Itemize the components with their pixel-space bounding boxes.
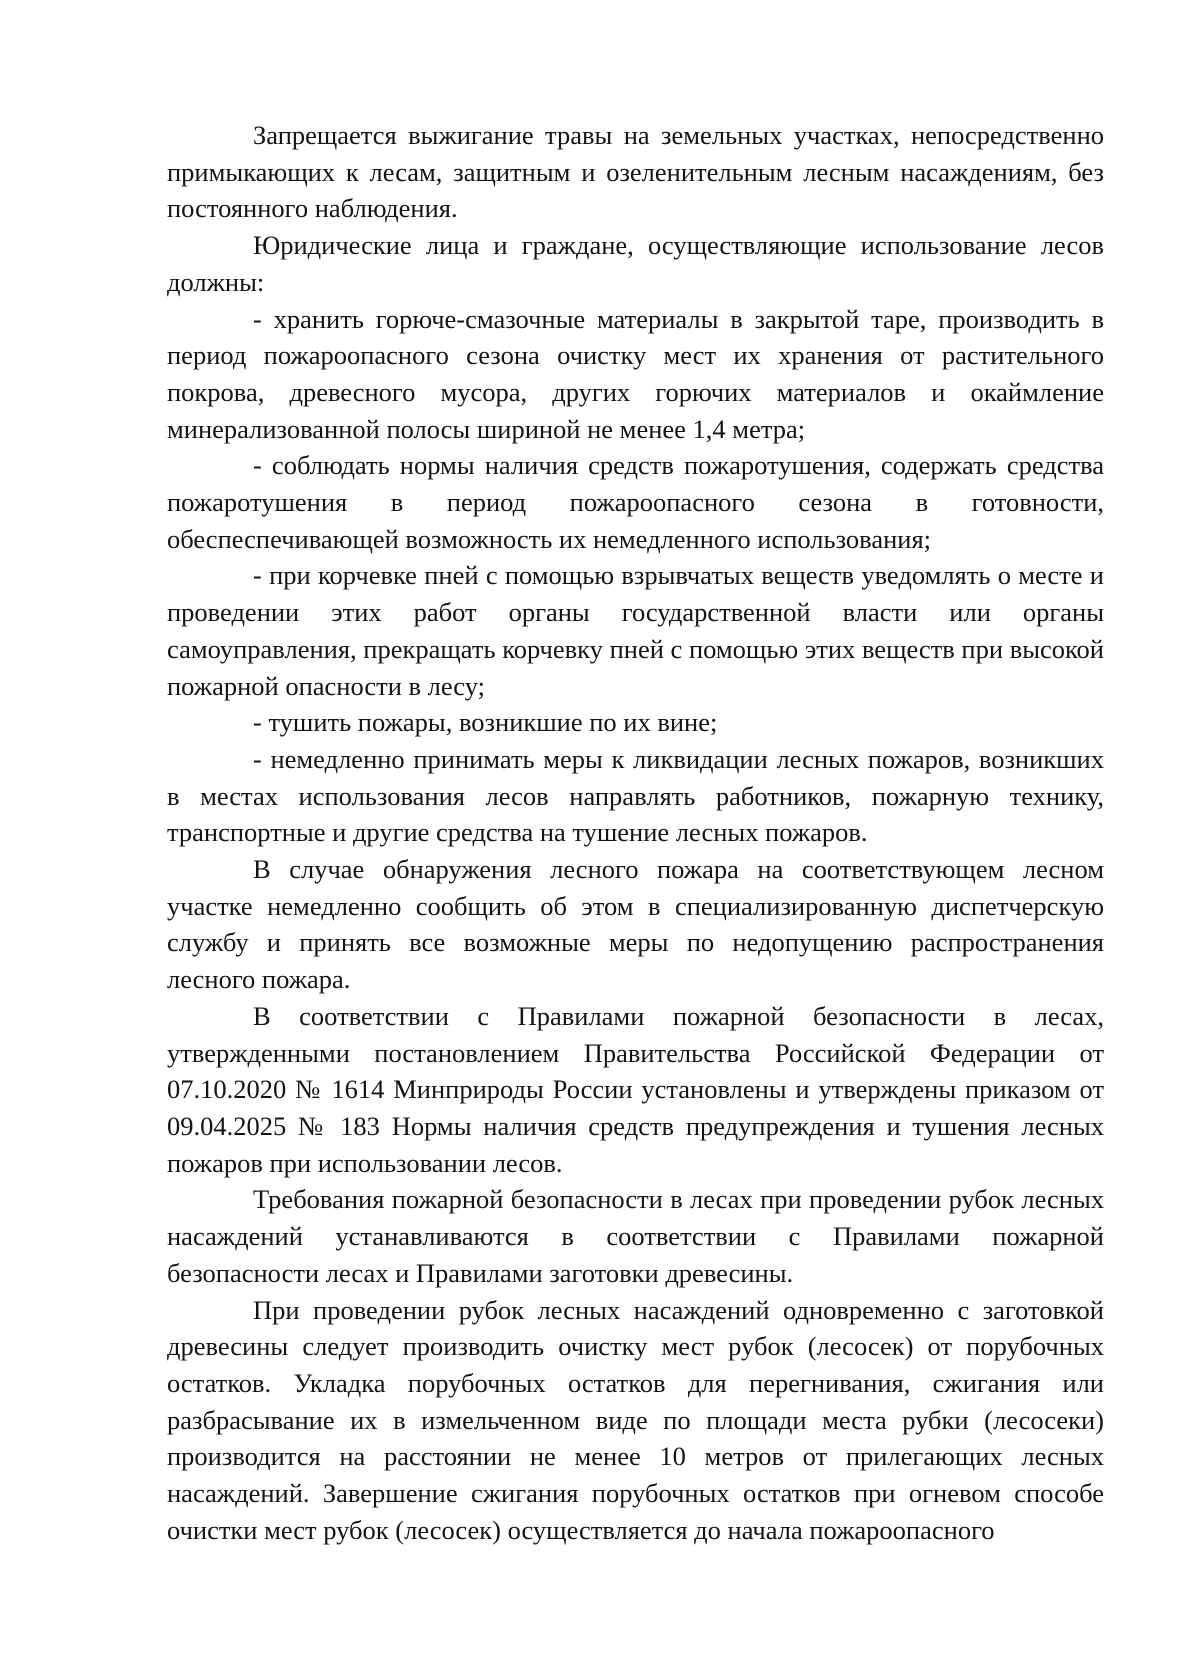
list-item-fuel-storage: - хранить горюче-смазочные материалы в закрытой таре, производить в период пожароопасного сезона очистку мест их хранения от растительного покрова, древесного мусора, других горючих материалов и окаймление минерализованной полосы шириной не менее 1,4 метра; bbox=[167, 303, 1104, 444]
list-item-immediate-measures: - немедленно принимать меры к ликвидации лесных пожаров, возникших в местах использования лесов направлять работников, пожарную технику, транспортные и другие средства на тушение лесных пожаров. bbox=[167, 743, 1104, 848]
list-item-stump-removal: - при корчевке пней с помощью взрывчатых веществ уведомлять о месте и проведении этих работ органы государственной власти или органы самоуправления, прекращать корчевку пней с помощью этих веществ при высокой пожарной опасности в лесу; bbox=[167, 560, 1104, 701]
list-item-extinguish-own-fires: - тушить пожары, возникшие по их вине; bbox=[253, 707, 718, 738]
paragraph-grass-burning-ban: Запрещается выжигание травы на земельных участках, непосредственно примыкающих к лесам, защитным и озеленительным лесным насаждениям, без постоянного наблюдения. bbox=[167, 120, 1104, 224]
list-item-firefighting-means: - соблюдать нормы наличия средств пожаротушения, содержать средства пожаротушения в период пожароопасного сезона в готовности, обеспеспечивающей возможность их немедленного использования; bbox=[167, 450, 1104, 554]
paragraph-cutting-residue-cleanup: При проведении рубок лесных насаждений одновременно с заготовкой древесины следует производить очистку мест рубок (лесосек) от порубочных остатков. Укладка порубочных остатков для перегнивания, сжигания или разбрасывание их в измельченном виде по площади места рубки (лесосеки) производится на расстоянии не менее 10 метров от прилегающих лесных насаждений. Завершение сжигания порубочных остатков при огневом способе очистки мест рубок (лесосек) осуществляется до начала пожароопасного bbox=[167, 1294, 1104, 1545]
paragraph-logging-requirements: Требования пожарной безопасности в лесах при проведении рубок лесных насаждений устанавливаются в соответствии с Правилами пожарной безопасности лесах и Правилами заготовки древесины. bbox=[167, 1184, 1104, 1288]
paragraph-fire-detection: В случае обнаружения лесного пожара на соответствующем лесном участке немедленно сообщить об этом в специализированную диспетчерскую службу и принять все возможные меры по недопущению распространения лесного пожара. bbox=[167, 854, 1104, 995]
document-body bbox=[167, 117, 1104, 1548]
paragraph-fire-safety-rules: В соответствии с Правилами пожарной безопасности в лесах, утвержденными постановлением Правительства Российской Федерации от 07.10.2020 № 1614 Минприроды России установлены и утверждены приказом от 09.04.2025 № 183 Нормы наличия средств предупреждения и тушения лесных пожаров при использовании лесов. bbox=[167, 1000, 1104, 1178]
paragraph-obligations-intro: Юридические лица и граждане, осуществляющие использование лесов должны: bbox=[167, 230, 1104, 297]
